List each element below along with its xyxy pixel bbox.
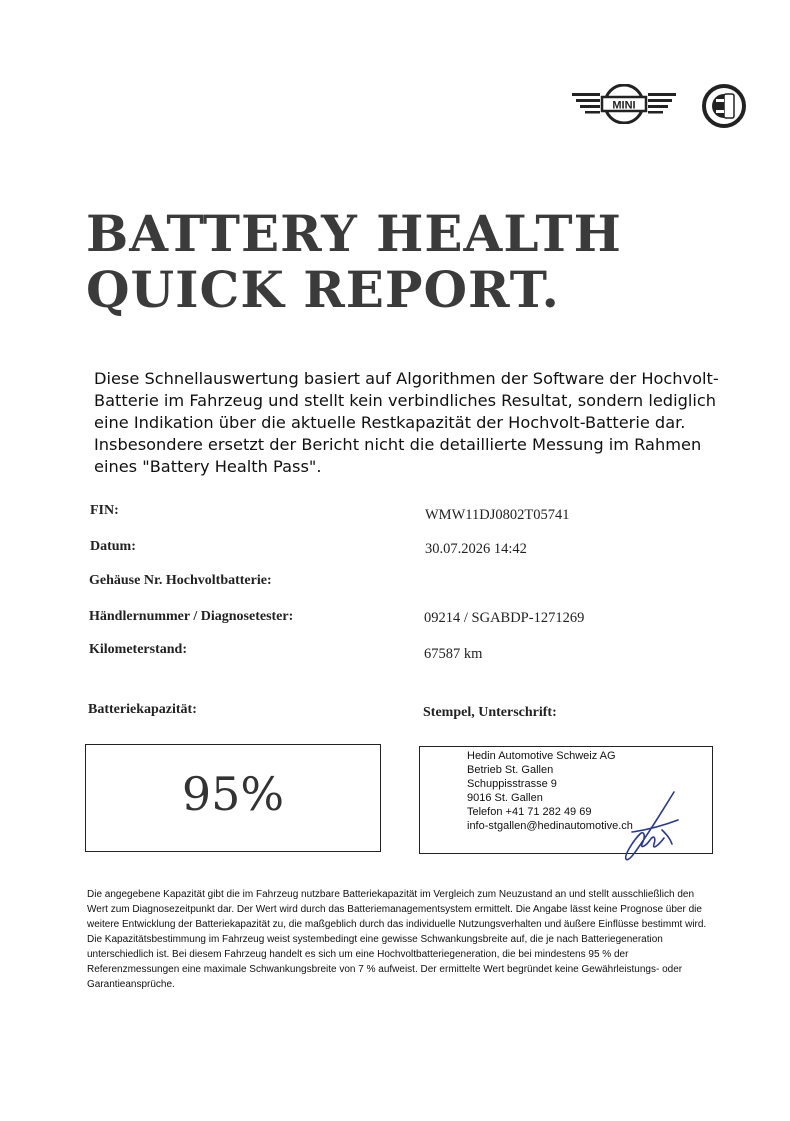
stamp-company: Hedin Automotive Schweiz AG bbox=[467, 750, 616, 762]
capacity-label: Batteriekapazität: bbox=[88, 702, 197, 717]
stamp-phone: Telefon +41 71 282 49 69 bbox=[467, 806, 592, 818]
mini-logo-text: MINI bbox=[612, 99, 636, 112]
disclaimer-text: Die angegebene Kapazität gibt die im Fahrzeug nutzbare Batteriekapazität im Vergleich zum Neuzustand an und stellt ausschließlich den Wert zum Diagnosezeitpunkt dar. Der Wert wird durch das Batteriemanagementsystem ermittelt. Die Angabe lässt keine Prognose über die weitere Entwicklung der Batteriekapazität zu, die maßgeblich durch das individuelle Nutzungsverhalten und äußere Einflüsse bestimmt wird. Die Kapazitätsbestimmung im Fahrzeug weist systembedingt eine gewisse Schwankungsbreite auf, die je nach Batteriegeneration unterschiedlich ist. Bei diesem Fahrzeug handelt es sich um eine Hochvoltbatteriegeneration, die bei mindestens 95 % der Referenzmessungen eine maximale Schwankungsbreite von 7 % aufweist. Der ermittelte Wert begründet keine Gewährleistungs- oder Garantieansprüche. bbox=[87, 889, 707, 990]
report-title bbox=[86, 206, 622, 318]
handwritten-signature bbox=[612, 786, 692, 866]
electric-plug-icon bbox=[701, 83, 747, 129]
stamp-branch: Betrieb St. Gallen bbox=[467, 764, 554, 776]
fin-value: WMW11DJ0802T05741 bbox=[425, 507, 570, 523]
haendler-label: Händlernummer / Diagnosetester: bbox=[89, 609, 294, 624]
datum-value: 30.07.2026 14:42 bbox=[425, 541, 527, 557]
capacity-value: 95% bbox=[181, 767, 285, 821]
stamp-city: 9016 St. Gallen bbox=[467, 792, 543, 804]
fin-label: FIN: bbox=[90, 503, 119, 518]
kilometerstand-label: Kilometerstand: bbox=[89, 642, 187, 657]
intro-paragraph: Diese Schnellauswertung basiert auf Algorithmen der Software der Hochvolt-Batterie im Fahrzeug und stellt kein verbindliches Resultat, sondern lediglich eine Indikation über die aktuelle Restkapazität der Hochvolt-Batterie dar. Insbesondere ersetzt der Bericht nicht die detaillierte Messung im Rahmen eines "Battery Health Pass". bbox=[94, 369, 719, 476]
stamp-email: info-stgallen@hedinautomotive.ch bbox=[467, 820, 633, 832]
kilometerstand-value: 67587 km bbox=[424, 646, 483, 662]
stamp-street: Schuppisstrasse 9 bbox=[467, 778, 557, 790]
report-title-line-1: BATTERY HEALTH bbox=[86, 204, 622, 263]
mini-logo bbox=[572, 84, 676, 124]
stamp-label: Stempel, Unterschrift: bbox=[423, 705, 557, 720]
gehaeuse-label: Gehäuse Nr. Hochvoltbatterie: bbox=[89, 573, 272, 588]
capacity-box bbox=[85, 744, 381, 852]
report-title-line-2: QUICK REPORT. bbox=[86, 260, 560, 319]
datum-label: Datum: bbox=[90, 539, 136, 554]
haendler-value: 09214 / SGABDP-1271269 bbox=[424, 610, 585, 626]
